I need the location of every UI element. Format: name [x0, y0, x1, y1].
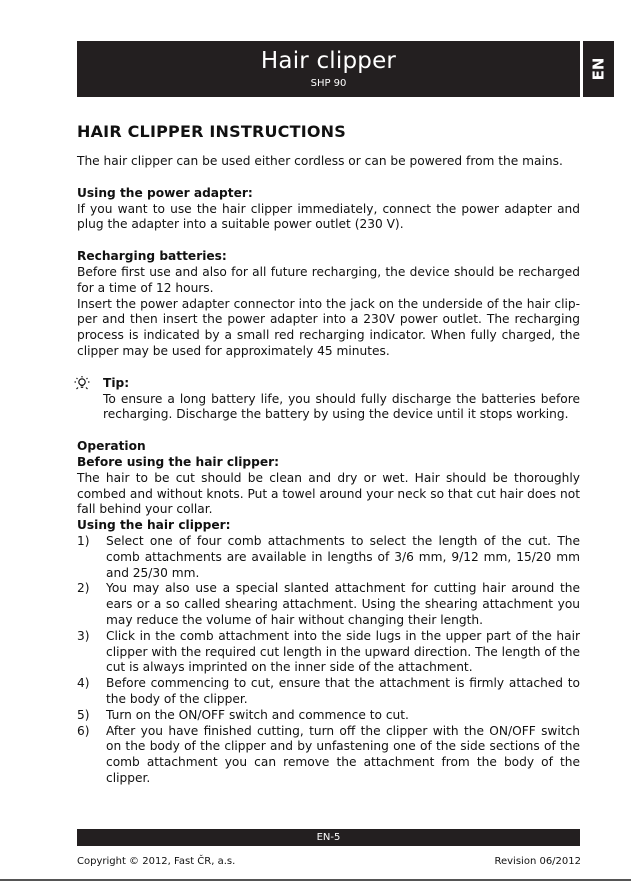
- recharging-text-2: Insert the power adapter connector into the jack on the underside of the hair clip-per and then insert the power adapter into a 230V power outlet. The recharging process is indicated by a small red recharging indicator. When fully charged, the clipper may be used for approximately 45 minutes.: [77, 296, 580, 358]
- revision-text: Revision 06/2012: [494, 856, 581, 867]
- instructions-content: [77, 122, 580, 787]
- lightbulb-icon: [73, 375, 91, 393]
- step-text: Turn on the ON/OFF switch and commence to cut.: [106, 707, 409, 722]
- list-item: [77, 724, 580, 787]
- language-label: EN: [589, 57, 608, 81]
- page-header: [77, 41, 580, 97]
- before-use-title: Before using the hair clipper:: [77, 454, 280, 469]
- step-text: Select one of four comb attachments to select the length of the cut. The comb attachments are available in lengths of 3/6 mm, 9/12 mm, 15/20 mm and 25/30 mm.: [106, 533, 580, 580]
- step-text: Before commencing to cut, ensure that the attachment is firmly attached to the body of the clipper.: [106, 676, 580, 706]
- step-text: You may also use a special slanted attachment for cutting hair around the ears or a so called shearing attachment. Using the shearing attachment you may reduce the volume of hair without changing their length.: [106, 581, 580, 627]
- step-number: 3): [77, 628, 90, 643]
- list-item: [77, 708, 580, 724]
- steps-list: [77, 534, 580, 787]
- section-heading: HAIR CLIPPER INSTRUCTIONS: [77, 122, 346, 141]
- recharging-title: Recharging batteries:: [77, 249, 227, 264]
- recharging-text-1: Before first use and also for all future recharging, the device should be recharged for a time of 12 hours.: [77, 264, 580, 295]
- tip-box: [77, 376, 580, 423]
- page-number: EN-5: [316, 832, 341, 843]
- step-text: Click in the comb attachment into the side lugs in the upper part of the hair clipper with the required cut length in the upward direction. The length of the cut is always imprinted on the inner side of the attachment.: [106, 628, 580, 675]
- copyright-text: Copyright © 2012, Fast ČR, a.s.: [77, 856, 236, 867]
- list-item: [77, 676, 580, 708]
- tip-title: Tip:: [103, 375, 130, 390]
- operation-title: Operation: [77, 439, 146, 454]
- step-number: 6): [77, 723, 90, 738]
- step-number: 4): [77, 676, 90, 691]
- step-text: After you have finished cutting, turn off the clipper with the ON/OFF switch on the body of the clipper and by unfastening one of the side sections of the comb attachment you can remove the attachment from the body of the clipper.: [106, 723, 580, 785]
- language-tab: [583, 41, 614, 97]
- intro-text: The hair clipper can be used either cordless or can be powered from the mains.: [77, 154, 563, 168]
- list-item: [77, 581, 580, 628]
- step-number: 5): [77, 707, 90, 722]
- step-number: 1): [77, 533, 90, 548]
- document-title: Hair clipper: [260, 48, 397, 74]
- step-number: 2): [77, 581, 90, 596]
- bottom-divider: [0, 879, 631, 881]
- using-title: Using the hair clipper:: [77, 518, 231, 533]
- model-number: SHP 90: [310, 78, 347, 89]
- list-item: [77, 534, 580, 581]
- power-adapter-text: If you want to use the hair clipper immediately, connect the power adapter and plug the adapter into a suitable power outlet (230 V).: [77, 201, 580, 232]
- power-adapter-title: Using the power adapter:: [77, 185, 253, 200]
- tip-text: To ensure a long battery life, you should fully discharge the batteries before recharging. Discharge the battery by using the device until it stops working.: [103, 391, 580, 422]
- list-item: [77, 629, 580, 676]
- page-number-bar: [77, 829, 580, 846]
- before-use-text: The hair to be cut should be clean and dry or wet. Hair should be thoroughly combed and without knots. Put a towel around your neck so that cut hair does not fall behind your collar.: [77, 470, 580, 517]
